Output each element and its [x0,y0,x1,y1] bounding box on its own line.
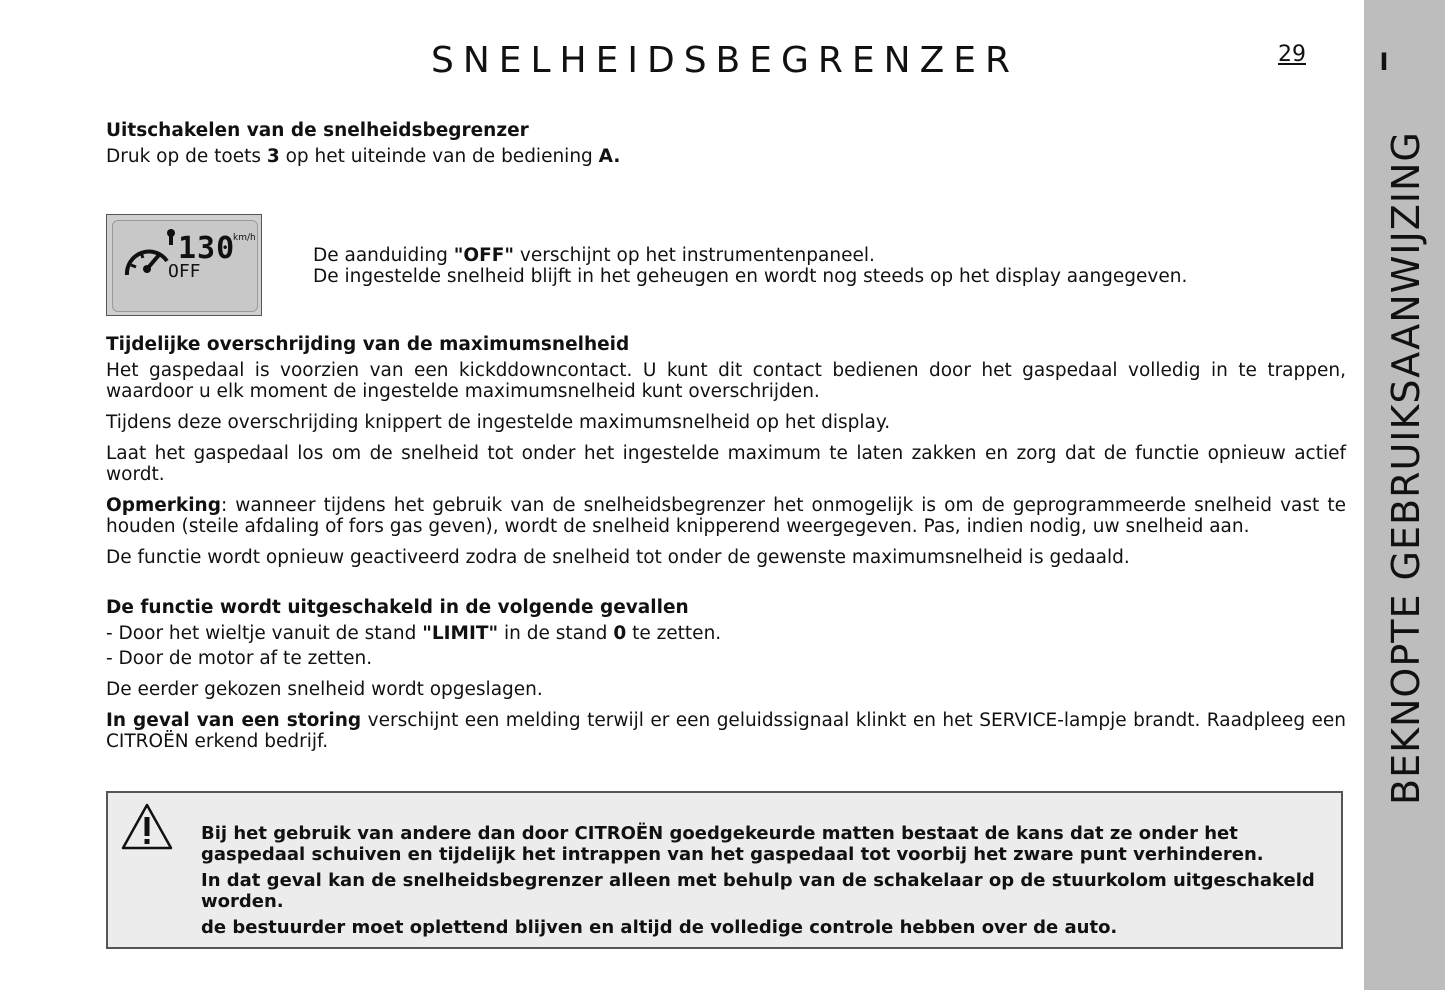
chapter-sidebar [1364,0,1445,990]
paragraph: De functie wordt opnieuw geactiveerd zodra de snelheid tot onder de gewenste maximumsnelheid is gedaald. [106,547,1130,568]
control-label: A. [598,146,621,167]
paragraph [106,146,1346,167]
warning-paragraph: Bij het gebruik van andere dan door CITROËN goedgekeurde matten bestaat de kans dat ze onder het gaspedaal schuiven en tijdelijk het intrappen van het gaspedaal tot voorbij het zware punt verhinderen. [201,823,1264,865]
paragraph: De eerder gekozen snelheid wordt opgeslagen. [106,679,543,700]
display-off-indicator: OFF [168,261,201,282]
paragraph-fault [106,710,1346,752]
page-title: SNELHEIDSBEGRENZER [430,40,1020,81]
section-overshoot [106,334,1346,568]
list-item [106,623,1346,644]
text: op het uiteinde van de bediening [279,146,599,167]
section-heading: Uitschakelen van de snelheidsbegrenzer [106,120,529,141]
instrument-display-illustration [106,214,262,316]
position-zero: 0 [613,623,627,644]
limit-label: "LIMIT" [422,623,499,644]
display-speed: 130 [178,231,236,266]
section-heading: De functie wordt uitgeschakeld in de volgende gevallen [106,597,689,618]
text: - Door het wieltje vanuit de stand [106,623,423,644]
page-number: 29 [1278,42,1306,67]
chapter-number: I [1379,48,1389,76]
display-screen [112,220,258,312]
paragraph [313,245,1348,266]
warning-box [106,791,1343,949]
paragraph: De ingestelde snelheid blijft in het geheugen en wordt nog steeds op het display aangegeven. [313,266,1188,287]
off-label: "OFF" [453,245,515,266]
chapter-label: BEKNOPTE GEBRUIKSAANWIJZING [1384,131,1428,805]
paragraph: Laat het gaspedaal los om de snelheid tot onder het ingestelde maximum te laten zakken en zorg dat de functie opnieuw actief wordt. [106,443,1346,485]
warning-icon [120,802,174,852]
text: verschijnt op het instrumentenpaneel. [514,245,875,266]
text: te zetten. [626,623,722,644]
text: : wanneer tijdens het gebruik van de snelheidsbegrenzer het onmogelijk is om de geprogrammeerde snelheid vast te houden (steile afdaling of fors gas geven), wordt de snelheid knipperend weergegeven. Pas, indien nodig, uw snelheid aan. [106,495,1346,537]
display-description [313,245,1348,287]
text: Druk op de toets [106,146,267,167]
note-label: Opmerking [106,495,221,516]
section-heading: Tijdelijke overschrijding van de maximumsnelheid [106,334,630,355]
warning-paragraph: In dat geval kan de snelheidsbegrenzer alleen met behulp van de schakelaar op de stuurkolom uitgeschakeld worden. [201,870,1315,912]
paragraph: Het gaspedaal is voorzien van een kickddowncontact. U kunt dit contact bedienen door het gaspedaal volledig in te trappen, waardoor u elk moment de ingestelde maximumsnelheid kunt overschrijden. [106,360,1346,402]
display-unit: km/h [233,233,256,243]
list-item: - Door de motor af te zetten. [106,648,373,669]
warning-paragraph: de bestuurder moet oplettend blijven en altijd de volledige controle hebben over de auto. [201,917,1118,938]
text: in de stand [498,623,614,644]
text: verschijnt een melding terwijl er een geluidssignaal klinkt en het SERVICE-lampje brandt. Raadpleeg een CITROËN erkend bedrijf. [106,710,1346,752]
fault-label: In geval van een storing [106,710,362,731]
text: De aanduiding [313,245,454,266]
key-number: 3 [266,146,280,167]
paragraph-note [106,495,1346,537]
section-disable [106,120,1346,167]
section-deactivation [106,597,1346,752]
warning-text [201,823,1329,943]
paragraph: Tijdens deze overschrijding knippert de ingestelde maximumsnelheid op het display. [106,412,891,433]
